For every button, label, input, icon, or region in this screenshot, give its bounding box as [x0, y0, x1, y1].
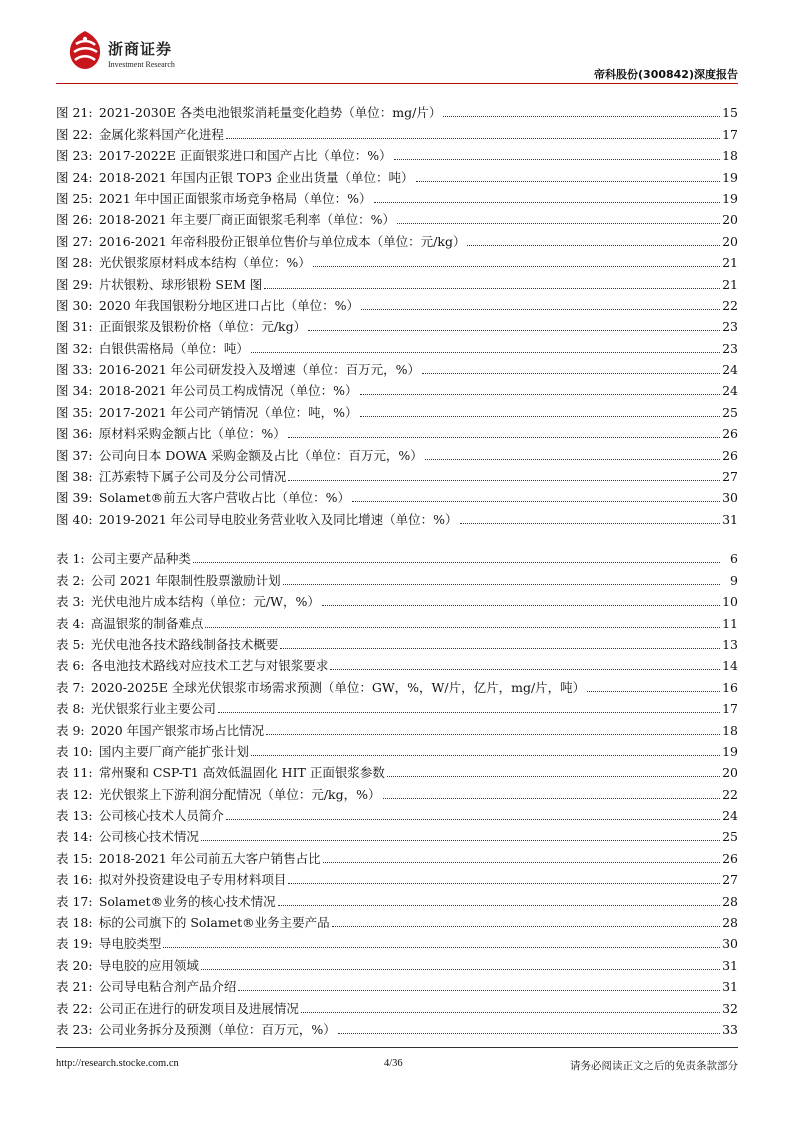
- entry-label: 图 29:: [56, 276, 93, 292]
- entry-page-number: 22: [722, 786, 738, 802]
- entry-page-number: 15: [722, 105, 738, 121]
- dot-leader: [352, 501, 720, 502]
- dot-leader: [387, 776, 720, 777]
- entry-label: 表 23:: [56, 1021, 93, 1037]
- footer-disclaimer: 请务必阅读正文之后的免责条款部分: [570, 1060, 738, 1072]
- entry-title: 常州聚和 CSP-T1 高效低温固化 HIT 正面银浆参数: [98, 765, 385, 781]
- dot-leader: [383, 798, 720, 799]
- dot-leader: [443, 116, 720, 117]
- dot-leader: [338, 1033, 720, 1034]
- entry-page-number: 27: [722, 469, 738, 485]
- dot-leader: [266, 734, 720, 735]
- entry-page-number: 18: [722, 148, 738, 164]
- entry-label: 表 21:: [56, 979, 93, 995]
- figure-entry[interactable]: [56, 484, 738, 505]
- entry-label: 表 11:: [56, 765, 93, 781]
- table-entry[interactable]: [56, 652, 738, 673]
- entry-label: 表 13:: [56, 808, 93, 824]
- entry-page-number: 31: [722, 979, 738, 995]
- page-number: 4/36: [384, 1058, 403, 1069]
- entry-label: 表 2:: [56, 572, 85, 588]
- entry-title: 公司向日本 DOWA 采购金额及占比（单位：百万元，%）: [98, 447, 423, 463]
- dot-leader: [416, 181, 720, 182]
- dot-leader: [467, 245, 720, 246]
- dot-leader: [251, 755, 720, 756]
- entry-label: 表 3:: [56, 594, 85, 610]
- table-entry[interactable]: [56, 823, 738, 844]
- table-entry[interactable]: [56, 802, 738, 823]
- entry-title: 片状银粉、球形银粉 SEM 图: [98, 276, 263, 292]
- entry-label: 图 27:: [56, 233, 93, 249]
- figure-entry[interactable]: [56, 505, 738, 526]
- dot-leader: [201, 969, 720, 970]
- dot-leader: [163, 947, 720, 948]
- entry-label: 表 12:: [56, 786, 93, 802]
- entry-title: 光伏银浆原材料成本结构（单位：%）: [98, 255, 311, 271]
- table-entry[interactable]: [56, 973, 738, 994]
- entry-page-number: 19: [722, 169, 738, 185]
- figure-entry[interactable]: [56, 227, 738, 248]
- dot-leader: [251, 352, 720, 353]
- entry-title: Solamet®前五大客户营收占比（单位：%）: [98, 490, 351, 506]
- figure-entry[interactable]: [56, 142, 738, 163]
- table-entry[interactable]: [56, 609, 738, 630]
- entry-title: 导电胶的应用领域: [98, 957, 199, 973]
- entry-title: 公司主要产品种类: [90, 551, 191, 567]
- entry-label: 表 6:: [56, 658, 85, 674]
- dot-leader: [425, 459, 720, 460]
- entry-label: 图 33:: [56, 362, 93, 378]
- entry-page-number: 24: [722, 383, 738, 399]
- entry-page-number: 19: [722, 190, 738, 206]
- entry-page-number: 20: [722, 765, 738, 781]
- entry-page-number: 23: [722, 319, 738, 335]
- dot-leader: [288, 480, 720, 481]
- dot-leader: [205, 627, 720, 628]
- dot-leader: [313, 266, 720, 267]
- entry-title: 2021 年中国正面银浆市场竞争格局（单位：%）: [98, 190, 372, 206]
- dot-leader: [374, 202, 720, 203]
- entry-label: 图 37:: [56, 447, 93, 463]
- figure-entry[interactable]: [56, 163, 738, 184]
- figure-entry[interactable]: [56, 270, 738, 291]
- entry-page-number: 18: [722, 722, 738, 738]
- dot-leader: [193, 562, 720, 563]
- entry-label: 图 36:: [56, 426, 93, 442]
- entry-label: 图 28:: [56, 255, 93, 271]
- entry-page-number: 31: [722, 957, 738, 973]
- entry-title: 光伏电池各技术路线制备技术概要: [90, 636, 279, 652]
- table-entry[interactable]: [56, 716, 738, 737]
- dot-leader: [280, 648, 720, 649]
- dot-leader: [460, 523, 720, 524]
- entry-page-number: 25: [722, 404, 738, 420]
- entry-title: 2018-2021 年主要厂商正面银浆毛利率（单位：%）: [98, 212, 396, 228]
- entry-label: 图 30:: [56, 297, 93, 313]
- dot-leader: [330, 669, 720, 670]
- entry-page-number: 6: [730, 551, 738, 567]
- figure-entry[interactable]: [56, 463, 738, 484]
- table-entry[interactable]: [56, 951, 738, 972]
- entry-label: 图 38:: [56, 469, 93, 485]
- entry-label: 图 22:: [56, 126, 93, 142]
- entry-label: 表 19:: [56, 936, 93, 952]
- brand-name-en: Investment Research: [108, 60, 175, 69]
- entry-title: 公司业务拆分及预测（单位：百万元，%）: [98, 1021, 336, 1037]
- entry-title: 2017-2021 年公司产销情况（单位：吨，%）: [98, 404, 358, 420]
- dot-leader: [301, 1012, 720, 1013]
- entry-page-number: 28: [722, 915, 738, 931]
- dot-leader: [323, 862, 720, 863]
- entry-label: 图 25:: [56, 190, 93, 206]
- dot-leader: [422, 373, 720, 374]
- entry-page-number: 23: [722, 340, 738, 356]
- table-entry[interactable]: [56, 545, 738, 566]
- dot-leader: [201, 840, 720, 841]
- table-entry[interactable]: [56, 695, 738, 716]
- entry-title: 2018-2021 年国内正银 TOP3 企业出货量（单位：吨）: [98, 169, 414, 185]
- dot-leader: [264, 288, 720, 289]
- table-entry[interactable]: [56, 588, 738, 609]
- entry-title: 国内主要厂商产能扩张计划: [98, 743, 249, 759]
- entry-page-number: 19: [722, 743, 738, 759]
- dot-leader: [283, 584, 720, 585]
- entry-label: 表 1:: [56, 551, 85, 567]
- footer-url-link[interactable]: http://research.stocke.com.cn: [56, 1058, 179, 1069]
- figure-entry[interactable]: [56, 99, 738, 120]
- figure-entry[interactable]: [56, 206, 738, 227]
- entry-label: 图 23:: [56, 148, 93, 164]
- entry-title: 公司导电粘合剂产品介绍: [98, 979, 237, 995]
- entry-page-number: 27: [722, 872, 738, 888]
- table-entry[interactable]: [56, 909, 738, 930]
- dot-leader: [394, 159, 720, 160]
- entry-page-number: 33: [722, 1021, 738, 1037]
- dot-leader: [360, 394, 720, 395]
- entry-title: 拟对外投资建设电子专用材料项目: [98, 872, 287, 888]
- entry-title: 江苏索特下属子公司及分公司情况: [98, 469, 287, 485]
- zheshang-logo-icon: [66, 30, 104, 70]
- figure-entry[interactable]: [56, 120, 738, 141]
- entry-label: 图 26:: [56, 212, 93, 228]
- page-header: [56, 30, 738, 82]
- figure-entry[interactable]: [56, 377, 738, 398]
- entry-title: 2020 年国产银浆市场占比情况: [90, 722, 265, 738]
- entry-page-number: 21: [722, 276, 738, 292]
- entry-title: 公司核心技术情况: [98, 829, 199, 845]
- dot-leader: [397, 223, 720, 224]
- figure-entry[interactable]: [56, 334, 738, 355]
- entry-title: 正面银浆及银粉价格（单位：元/kg）: [98, 319, 307, 335]
- entry-title: 2017-2022E 正面银浆进口和国产占比（单位：%）: [98, 148, 392, 164]
- entry-label: 表 14:: [56, 829, 93, 845]
- entry-page-number: 26: [722, 850, 738, 866]
- figure-entry[interactable]: [56, 185, 738, 206]
- table-entry[interactable]: [56, 566, 738, 587]
- table-entry[interactable]: [56, 631, 738, 652]
- report-title: 帝科股份(300842)深度报告: [594, 68, 738, 81]
- figure-entry[interactable]: [56, 420, 738, 441]
- entry-label: 表 8:: [56, 701, 85, 717]
- figure-entry[interactable]: [56, 398, 738, 419]
- entry-title: 光伏电池片成本结构（单位：元/W，%）: [90, 594, 320, 610]
- entry-page-number: 17: [722, 701, 738, 717]
- dot-leader: [226, 138, 720, 139]
- entry-page-number: 9: [730, 572, 738, 588]
- entry-page-number: 13: [722, 636, 738, 652]
- entry-page-number: 17: [722, 126, 738, 142]
- footer-divider: [56, 1047, 738, 1048]
- entry-title: 2016-2021 年公司研发投入及增速（单位：百万元，%）: [98, 362, 421, 378]
- dot-leader: [218, 712, 720, 713]
- table-entry[interactable]: [56, 887, 738, 908]
- entry-title: 各电池技术路线对应技术工艺与对银浆要求: [90, 658, 329, 674]
- entry-title: 公司 2021 年限制性股票激励计划: [90, 572, 281, 588]
- entry-label: 表 15:: [56, 850, 93, 866]
- entry-page-number: 22: [722, 297, 738, 313]
- table-entry[interactable]: [56, 780, 738, 801]
- entry-page-number: 31: [722, 511, 738, 527]
- table-entry[interactable]: [56, 994, 738, 1015]
- dot-leader: [587, 691, 720, 692]
- table-entry[interactable]: [56, 759, 738, 780]
- entry-page-number: 30: [722, 490, 738, 506]
- entry-title: 金属化浆料国产化进程: [98, 126, 224, 142]
- entry-label: 表 10:: [56, 743, 93, 759]
- entry-title: 光伏银浆上下游利润分配情况（单位：元/kg，%）: [98, 786, 381, 802]
- entry-label: 图 39:: [56, 490, 93, 506]
- entry-title: 2018-2021 年公司员工构成情况（单位：%）: [98, 383, 358, 399]
- entry-label: 表 17:: [56, 893, 93, 909]
- entry-title: 高温银浆的制备难点: [90, 615, 204, 631]
- dot-leader: [360, 416, 720, 417]
- figure-entry[interactable]: [56, 356, 738, 377]
- entry-label: 图 31:: [56, 319, 93, 335]
- entry-title: Solamet®业务的核心技术情况: [98, 893, 276, 909]
- entry-title: 2020 年我国银粉分地区进口占比（单位：%）: [98, 297, 360, 313]
- entry-page-number: 21: [722, 255, 738, 271]
- entry-page-number: 26: [722, 447, 738, 463]
- entry-title: 原材料采购金额占比（单位：%）: [98, 426, 286, 442]
- entry-label: 表 4:: [56, 615, 85, 631]
- entry-label: 图 21:: [56, 105, 93, 121]
- entry-title: 公司核心技术人员简介: [98, 808, 224, 824]
- entry-label: 图 35:: [56, 404, 93, 420]
- dot-leader: [308, 330, 720, 331]
- entry-page-number: 30: [722, 936, 738, 952]
- entry-title: 2021-2030E 各类电池银浆消耗量变化趋势（单位：mg/片）: [98, 105, 442, 121]
- entry-page-number: 20: [722, 233, 738, 249]
- brand-name-cn: 浙商证券: [108, 40, 173, 58]
- table-entry[interactable]: [56, 844, 738, 865]
- entry-page-number: 26: [722, 426, 738, 442]
- dot-leader: [322, 605, 720, 606]
- entry-page-number: 28: [722, 893, 738, 909]
- entry-page-number: 24: [722, 362, 738, 378]
- figure-entry[interactable]: [56, 313, 738, 334]
- entry-page-number: 11: [722, 615, 738, 631]
- entry-title: 2020-2025E 全球光伏银浆市场需求预测（单位：GW，%，W/片，亿片，mg/片，吨）: [90, 679, 586, 695]
- entry-page-number: 25: [722, 829, 738, 845]
- entry-label: 图 24:: [56, 169, 93, 185]
- entry-title: 白银供需格局（单位：吨）: [98, 340, 249, 356]
- entry-title: 光伏银浆行业主要公司: [90, 701, 216, 717]
- dot-leader: [226, 819, 720, 820]
- entry-label: 图 40:: [56, 511, 93, 527]
- figure-entry[interactable]: [56, 292, 738, 313]
- figure-entry[interactable]: [56, 441, 738, 462]
- entry-page-number: 32: [722, 1000, 738, 1016]
- entry-label: 表 18:: [56, 915, 93, 931]
- figure-entry[interactable]: [56, 249, 738, 270]
- entry-label: 表 9:: [56, 722, 85, 738]
- entry-title: 导电胶类型: [98, 936, 162, 952]
- entry-title: 2016-2021 年帝科股份正银单位售价与单位成本（单位：元/kg）: [98, 233, 466, 249]
- dot-leader: [278, 905, 720, 906]
- entry-label: 表 20:: [56, 957, 93, 973]
- entry-label: 表 22:: [56, 1000, 93, 1016]
- dot-leader: [332, 926, 720, 927]
- entry-page-number: 14: [722, 658, 738, 674]
- entry-title: 公司正在进行的研发项目及进展情况: [98, 1000, 299, 1016]
- figure-list: [56, 99, 738, 527]
- header-divider: [56, 83, 738, 84]
- entry-page-number: 24: [722, 808, 738, 824]
- table-entry[interactable]: [56, 866, 738, 887]
- entry-label: 图 32:: [56, 340, 93, 356]
- entry-title: 2018-2021 年公司前五大客户销售占比: [98, 850, 321, 866]
- entry-label: 图 34:: [56, 383, 93, 399]
- entry-label: 表 16:: [56, 872, 93, 888]
- entry-page-number: 10: [722, 594, 738, 610]
- dot-leader: [238, 990, 720, 991]
- entry-page-number: 16: [722, 679, 738, 695]
- entry-title: 标的公司旗下的 Solamet®业务主要产品: [98, 915, 330, 931]
- table-entry[interactable]: [56, 738, 738, 759]
- dot-leader: [361, 309, 720, 310]
- dot-leader: [288, 883, 720, 884]
- table-entry[interactable]: [56, 930, 738, 951]
- entry-page-number: 20: [722, 212, 738, 228]
- entry-title: 2019-2021 年公司导电胶业务营业收入及同比增速（单位：%）: [98, 511, 458, 527]
- table-list: [56, 545, 738, 1037]
- entry-label: 表 5:: [56, 636, 85, 652]
- table-entry[interactable]: [56, 673, 738, 694]
- dot-leader: [288, 437, 720, 438]
- entry-label: 表 7:: [56, 679, 85, 695]
- table-entry[interactable]: [56, 1016, 738, 1037]
